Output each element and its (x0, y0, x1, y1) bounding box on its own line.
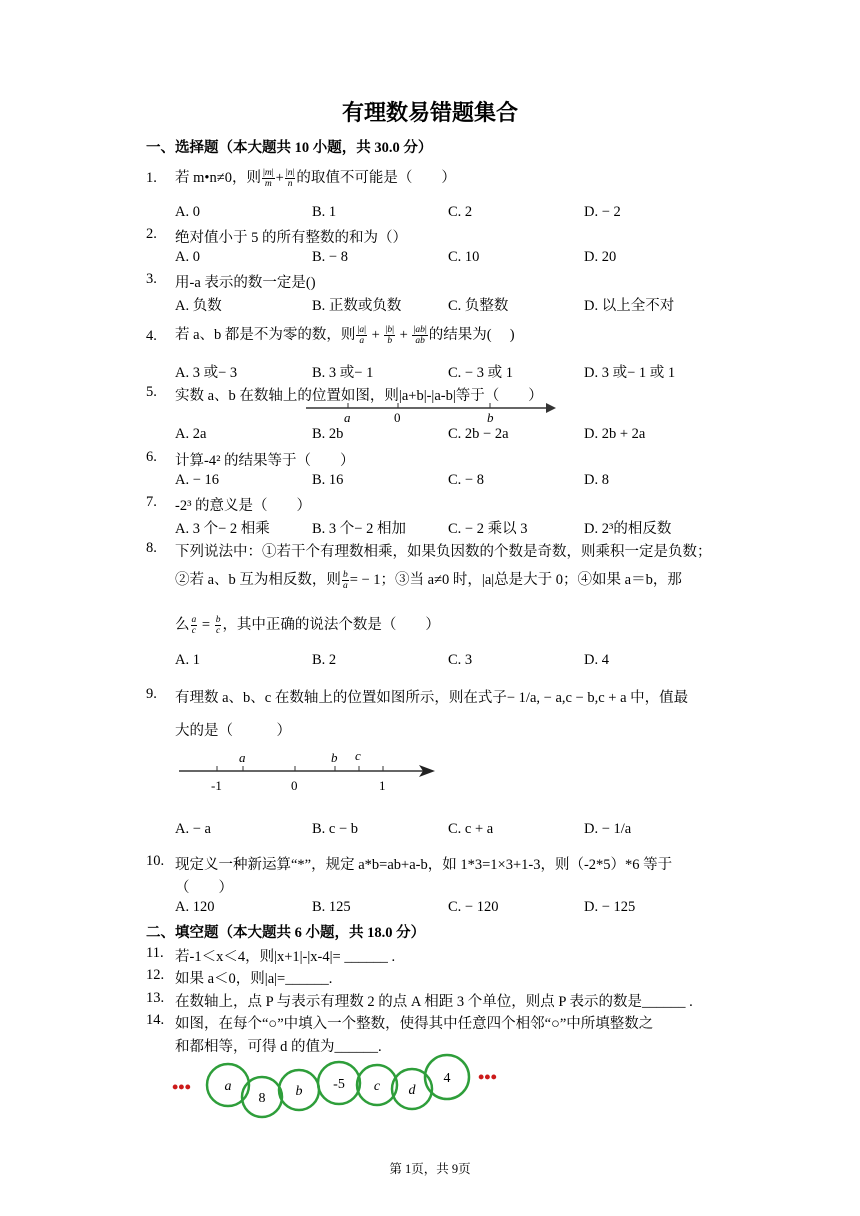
circle-c (357, 1065, 397, 1105)
option-d: D. 8 (584, 472, 609, 488)
axis-label-c: c (355, 748, 361, 763)
question-8-line3-suffix: ，其中正确的说法个数是（ ） (222, 617, 440, 633)
option-d: D. 20 (584, 249, 617, 265)
question-13-text: 在数轴上，点 P 与表示有理数 2 的点 A 相距 3 个单位，则点 P 表示的数是______ . (175, 994, 693, 1010)
option-a: A. 120 (175, 899, 215, 915)
fraction-a: $\frac{|a|}{a}$ (357, 325, 366, 347)
option-d: D. 2b + 2a (584, 426, 646, 442)
question-number: 6. (146, 449, 157, 465)
question-11-text: 若-1＜x＜4，则|x+1|-|x-4|= ______ . (175, 949, 396, 965)
axis-label-0: 0 (394, 410, 401, 425)
question-8-line3-prefix: 么 (175, 617, 190, 633)
option-c: C. 10 (448, 249, 480, 265)
option-d: D. − 1/a (584, 821, 632, 837)
question-number: 2. (146, 226, 157, 242)
question-number: 7. (146, 494, 157, 510)
option-b: B. c − b (312, 821, 359, 837)
fraction-m: $\frac{|m|}{m}$ (262, 168, 274, 190)
circle-d-label: d (408, 1083, 416, 1098)
question-9-line2: 大的是（ ） (175, 723, 291, 739)
question-8-line2 (175, 568, 682, 591)
question-2-text: 绝对值小于 5 的所有整数的和为（） (175, 230, 407, 246)
option-c: C. 3 (448, 652, 473, 668)
option-b: B. 3 个− 2 相加 (312, 521, 406, 537)
question-8-line2-prefix: ②若 a、b 互为相反数，则 (175, 572, 341, 588)
question-10-line1: 现定义一种新运算“*”，规定 a*b=ab+a-b，如 1*3=1×3+1-3，则（-2*5）*6 等于 (175, 857, 673, 873)
option-a: A. 0 (175, 204, 200, 220)
axis-label-0: 0 (291, 778, 298, 793)
question-1-prefix: 若 m•n≠0，则 (175, 170, 261, 186)
question-number: 8. (146, 540, 157, 556)
question-number: 10. (146, 853, 165, 869)
circle-c-label: c (373, 1079, 381, 1094)
left-ellipsis: ••• (172, 1077, 191, 1097)
question-1-text: 若 m•n≠0，则 $\frac{|m|}{m}$ + $\frac{|n|}{n}$ 的取值不可能是（ ） (175, 168, 456, 190)
circle-4-label: 4 (443, 1071, 451, 1086)
option-b: B. 3 或− 1 (312, 365, 374, 381)
question-4-suffix: 的结果为( ) (428, 327, 515, 343)
question-number: 4. (146, 328, 157, 344)
circle-8-label: 8 (258, 1091, 266, 1106)
question-12-text: 如果 a＜0，则|a|=______. (175, 971, 333, 987)
option-c: C. 2 (448, 204, 473, 220)
question-5-text: 实数 a、b 在数轴上的位置如图，则|a+b|-|a-b|等于（ ） (175, 388, 543, 404)
question-8-line3: 么 $\frac{a}{c}$ = $\frac{b}{c}$ ，其中正确的说法个数是（ ） (175, 615, 440, 637)
option-d: D. 2³的相反数 (584, 521, 672, 537)
number-line-q9 (175, 745, 440, 795)
page-title: 有理数易错题集合 (341, 101, 518, 126)
number-line-q5 (300, 398, 560, 428)
question-8-line2-suffix: = − 1；③当 a≠0 时，|a|总是大于 0；④如果 a＝b，那 (349, 572, 682, 588)
question-number: 14. (146, 1012, 165, 1028)
option-c: C. − 8 (448, 472, 484, 488)
circle-neg5 (318, 1062, 360, 1104)
question-number: 13. (146, 990, 165, 1006)
option-a: A. 3 或− 3 (175, 365, 238, 381)
question-3-text: 用-a 表示的数一定是() (175, 275, 316, 291)
option-a: A. − 16 (175, 472, 220, 488)
option-c: C. 2b − 2a (448, 426, 509, 442)
question-7-text: -2³ 的意义是（ ） (175, 498, 312, 514)
question-number: 11. (146, 945, 164, 961)
question-1-suffix: 的取值不可能是（ ） (296, 170, 456, 186)
option-d: D. − 2 (584, 204, 621, 220)
option-a: A. 2a (175, 426, 207, 442)
fraction-a-over-c: $\frac{a}{c}$ (191, 615, 197, 637)
circle-b (279, 1070, 319, 1110)
fraction-b-over-a: $\frac{b}{a}$ (342, 570, 348, 592)
option-d: D. 以上全不对 (584, 298, 675, 314)
right-ellipsis: ••• (478, 1067, 497, 1087)
question-14-line1: 如图，在每个“○”中填入一个整数，使得其中任意四个相邻“○”中所填整数之 (175, 1016, 654, 1032)
axis-label-1: 1 (379, 778, 386, 793)
option-c: C. − 120 (448, 899, 499, 915)
option-a: A. 1 (175, 652, 200, 668)
question-14-line2: 和都相等，可得 d 的值为______. (175, 1039, 382, 1055)
option-b: B. 125 (312, 899, 351, 915)
section-heading-fill: 二、填空题（本大题共 6 小题，共 18.0 分） (146, 925, 426, 941)
option-b: B. − 8 (312, 249, 348, 265)
page-footer: 第 1页，共 9页 (389, 1162, 471, 1176)
question-number: 1. (146, 170, 157, 186)
option-a: A. − a (175, 821, 211, 837)
option-d: D. 4 (584, 652, 609, 668)
circle-8 (242, 1077, 282, 1117)
option-b: B. 16 (312, 472, 344, 488)
question-number: 12. (146, 967, 165, 983)
option-c: C. − 3 或 1 (448, 365, 513, 381)
option-d: D. 3 或− 1 或 1 (584, 365, 676, 381)
option-b: B. 1 (312, 204, 337, 220)
question-8-line1: 下列说法中：①若干个有理数相乘，如果负因数的个数是奇数，则乘积一定是负数； (175, 544, 712, 560)
option-b: B. 正数或负数 (312, 298, 402, 314)
option-a: A. 负数 (175, 298, 222, 314)
axis-label-b: b (487, 410, 494, 425)
circle-neg5-label: -5 (333, 1077, 345, 1092)
question-4-text: 若 a、b 都是不为零的数，则 $\frac{|a|}{a}$ + $\frac{|b|}{b}$ + $\frac{|ab|}{ab}$ 的结果为( ) (175, 325, 515, 347)
question-number: 3. (146, 271, 157, 287)
question-10-line2: （ ） (175, 880, 233, 896)
option-a: A. 3 个− 2 相乘 (175, 521, 270, 537)
option-c: C. − 2 乘以 3 (448, 521, 528, 537)
fraction-b: $\frac{|b|}{b}$ (385, 325, 394, 347)
axis-label-neg1: -1 (211, 778, 222, 793)
circle-chain-figure (168, 1050, 518, 1126)
axis-label-b: b (331, 750, 338, 765)
axis-label-a: a (239, 750, 246, 765)
circle-b-label: b (295, 1084, 303, 1099)
question-4-prefix: 若 a、b 都是不为零的数，则 (175, 327, 356, 343)
option-a: A. 0 (175, 249, 200, 265)
option-b: B. 2 (312, 652, 337, 668)
axis-label-a: a (344, 410, 351, 425)
fraction-ab: $\frac{|ab|}{ab}$ (413, 325, 427, 347)
question-6-text: 计算-4² 的结果等于（ ） (175, 453, 355, 469)
section-heading-choice: 一、选择题（本大题共 10 小题，共 30.0 分） (146, 140, 433, 156)
circle-a-label: a (224, 1079, 232, 1094)
fraction-n: $\frac{|n|}{n}$ (285, 168, 295, 190)
option-c: C. c + a (448, 821, 494, 837)
question-9-line1: 有理数 a、b、c 在数轴上的位置如图所示，则在式子− 1/a, − a,c − b,c + a 中，值最 (175, 690, 689, 706)
option-b: B. 2b (312, 426, 344, 442)
question-number: 9. (146, 686, 157, 702)
option-c: C. 负整数 (448, 298, 509, 314)
option-d: D. − 125 (584, 899, 636, 915)
fraction-b-over-c: $\frac{b}{c}$ (215, 615, 221, 637)
circle-4 (425, 1055, 469, 1099)
question-number: 5. (146, 384, 157, 400)
